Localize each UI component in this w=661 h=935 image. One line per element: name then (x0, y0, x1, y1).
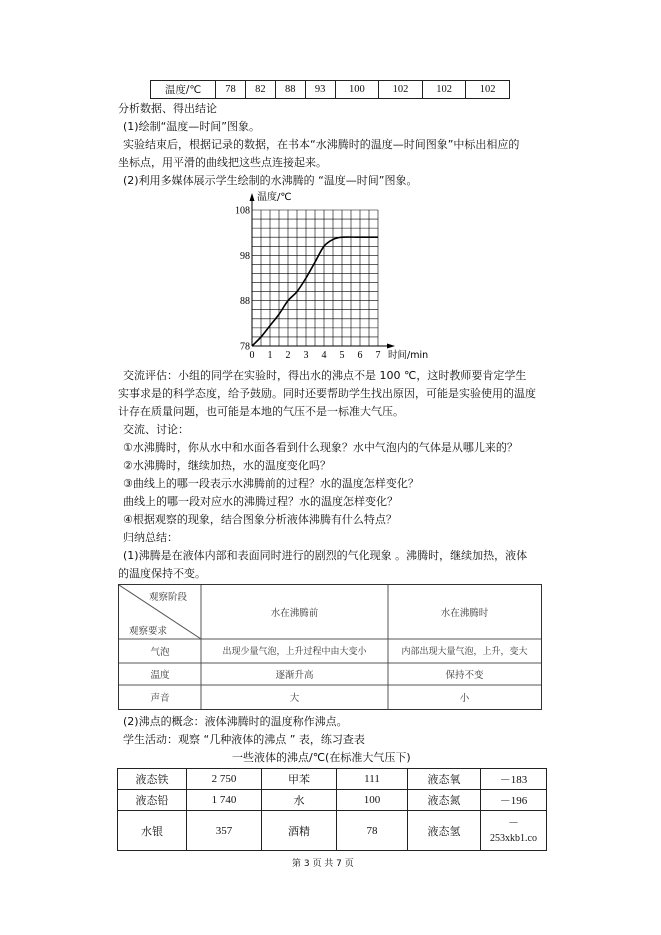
analysis-heading: 分析数据、得出结论 (118, 102, 217, 115)
table-row (118, 811, 547, 851)
page-footer: 第 3 页 共 7 页 (292, 859, 354, 869)
dash-text: － (508, 816, 519, 829)
table-cell: 78 (337, 811, 408, 851)
table-row (118, 790, 547, 811)
paragraph-line: 实事求是的科学态度，给予鼓励。同时还要帮助学生找出原因，可能是实验使用的温度 (118, 387, 536, 400)
table-cell: 100 (337, 790, 408, 811)
question-3b: 曲线上的哪一段对应水的沸腾过程？水的温度怎样变化？ (123, 495, 398, 508)
paragraph-line: 实验结束后，根据记录的数据，在书本“水沸腾时的温度—时间图象”中标出相应的 (123, 138, 520, 151)
y-axis-label: 温度/℃ (257, 192, 292, 203)
table-cell: 93 (305, 81, 335, 99)
paragraph-line: 计存在质量问题，也可能是本地的气压不是一标准大气压。 (118, 405, 404, 418)
table-cell: 液态氧 (408, 769, 481, 790)
table-header-cell: 温度/℃ (151, 81, 216, 99)
table-cell: 102 (379, 81, 423, 99)
table-cell: 液态氢 (408, 811, 481, 851)
paragraph-line: (2)沸点的概念：液体沸腾时的温度称作沸点。 (123, 715, 348, 728)
row-label: 气泡 (150, 647, 170, 658)
table-cell: 102 (422, 81, 466, 99)
paragraph-line: 的温度保持不变。 (118, 567, 206, 580)
x-tick-label: 6 (357, 350, 363, 360)
table-cell: 液态铁 (118, 769, 187, 790)
x-tick-label: 0 (249, 350, 255, 360)
table-cell: 逐渐升高 (275, 670, 314, 681)
column-header: 水在沸腾前 (270, 608, 319, 619)
paragraph-line: (1)沸腾是在液体内部和表面同时进行的剧烈的气化现象 。沸腾时，继续加热，液体 (123, 549, 528, 562)
table-cell: －183 (481, 769, 547, 790)
table-cell: 小 (459, 693, 470, 704)
table-cell: 78 (216, 81, 246, 99)
paragraph-line: 坐标点，用平滑的曲线把这些点连接起来。 (118, 156, 327, 169)
table-cell: 内部出现大量气泡，上升，变大 (401, 647, 528, 657)
table-cell: 甲苯 (262, 769, 337, 790)
x-axis-label: 时间/min (388, 350, 429, 360)
row-label: 温度 (150, 670, 170, 681)
summary-heading: 归纳总结： (123, 531, 178, 544)
question-4: ④根据观察的现象，结合图象分析液体沸腾有什么特点？ (123, 513, 397, 526)
y-tick-label: 108 (235, 205, 250, 217)
x-tick-label: 7 (375, 350, 381, 360)
step2-text: (2)利用多媒体展示学生绘制的水沸腾的 “温度—时间”图象。 (123, 174, 418, 187)
y-axis-arrow (250, 193, 255, 201)
table-cell: 2 750 (187, 769, 262, 790)
step1-text: (1)绘制“温度—时间”图象。 (123, 120, 260, 133)
table-cell: 酒精 (262, 811, 337, 851)
table-cell: －196 (481, 790, 547, 811)
x-tick-label: 1 (267, 350, 273, 360)
x-tick-label: 4 (321, 350, 327, 360)
paragraph-line: 交流评估：小组的同学在实验时，得出水的沸点不是 100 ℃，这时教师要肯定学生 (123, 369, 527, 382)
observation-table (118, 584, 542, 710)
boiling-table-title: 一些液体的沸点/℃(在标准大气压下) (232, 751, 411, 764)
paragraph-line: 学生活动：观察 “几种液体的沸点 ” 表，练习查表 (123, 733, 365, 746)
table-cell: 保持不变 (445, 670, 484, 681)
table-row (151, 81, 510, 99)
table-cell: 111 (337, 769, 408, 790)
question-1: ①水沸腾时，你从水中和水面各看到什么现象？水中气泡内的气体是从哪儿来的？ (123, 441, 518, 454)
table-cell: 液态氮 (408, 790, 481, 811)
table-cell: 液态铅 (118, 790, 187, 811)
y-tick-label: 88 (240, 296, 250, 308)
temperature-table (150, 80, 510, 99)
table-cell: 水 (262, 790, 337, 811)
y-tick-label: 98 (240, 250, 250, 262)
table-cell: 88 (275, 81, 305, 99)
row-label: 声音 (150, 693, 170, 704)
x-axis-arrow (387, 344, 395, 349)
table-cell: 1 740 (187, 790, 262, 811)
question-2: ②水沸腾时，继续加热，水的温度变化吗？ (123, 459, 331, 472)
table-cell: 100 (335, 81, 379, 99)
discussion-heading: 交流、讨论： (123, 423, 189, 436)
table-row (118, 769, 547, 790)
table-cell: 出现少量气泡，上升过程中由大变小 (222, 647, 367, 657)
column-header: 水在沸腾时 (440, 608, 489, 619)
value-text: 253xkb1.co (490, 832, 537, 844)
question-3: ③曲线上的哪一段表示水沸腾前的过程？水的温度怎样变化？ (123, 477, 419, 490)
corner-top-label: 观察阶段 (149, 592, 188, 603)
x-tick-label: 3 (303, 350, 309, 360)
table-cell: 82 (245, 81, 275, 99)
x-tick-label: 2 (285, 350, 291, 360)
table-cell: 102 (466, 81, 510, 99)
table-cell: 357 (187, 811, 262, 851)
x-tick-label: 5 (339, 350, 345, 360)
temperature-time-chart (225, 188, 435, 360)
boiling-points-table (117, 768, 547, 851)
table-cell (481, 811, 547, 851)
corner-bottom-label: 观察要求 (129, 626, 168, 637)
y-tick-label: 78 (240, 341, 250, 353)
table-cell: 大 (289, 693, 300, 704)
table-cell: 水银 (118, 811, 187, 851)
